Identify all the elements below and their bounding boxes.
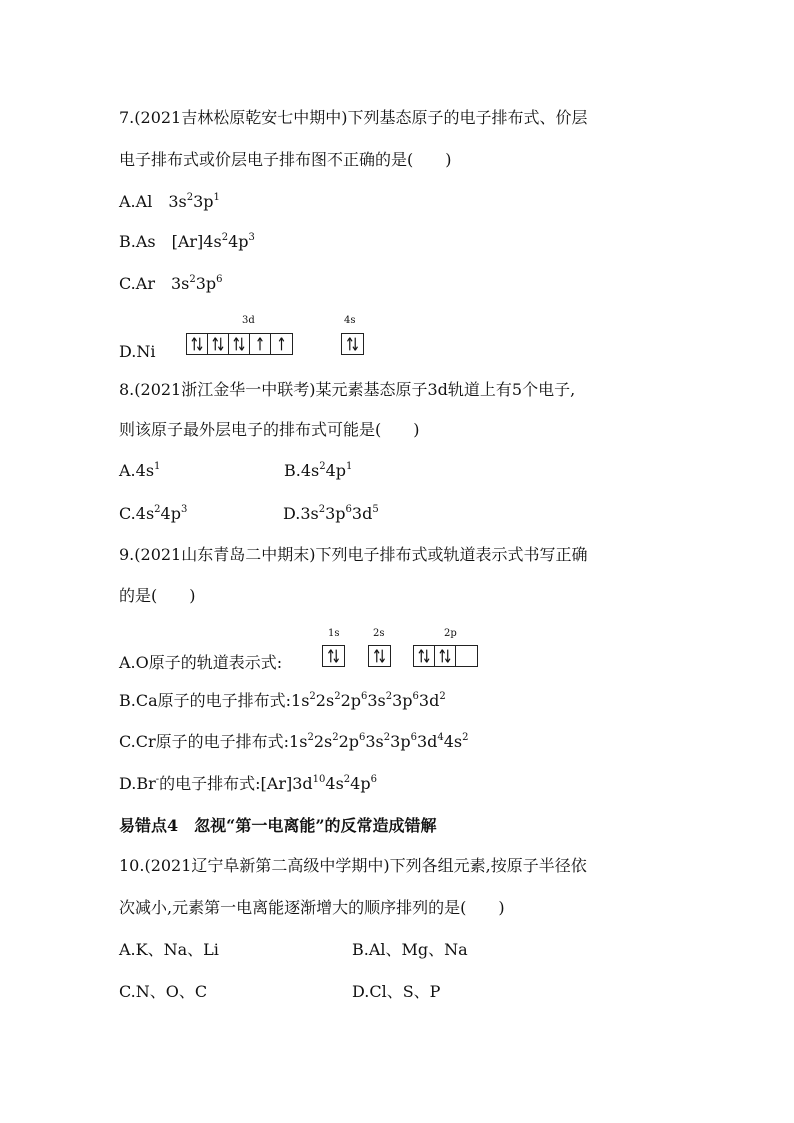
q8-c-text: C.4s <box>119 504 155 523</box>
q8-a-sup1: 1 <box>154 461 161 472</box>
electron-arrow-icon <box>414 646 434 666</box>
q9-c-text: 3d <box>416 732 438 751</box>
q7-d-orbital-4s <box>341 333 364 355</box>
q8-b-sup1: 2 <box>319 461 326 472</box>
q7-option-c <box>119 273 223 295</box>
q7-stem-line2: 电子排布式或价层电子排布图不正确的是( ) <box>119 150 452 169</box>
q8-c-sup2: 3 <box>180 504 188 515</box>
q9-d-sup: 2 <box>343 774 351 785</box>
q9-a-orbital-1s <box>322 645 345 667</box>
q10-option-b: B.Al、Mg、Na <box>352 940 468 959</box>
q7-a-text2: 3p <box>193 192 214 211</box>
q8-d-sup2: 6 <box>345 504 352 515</box>
q7-a-sup1: 2 <box>186 192 194 203</box>
orbital-box-up <box>250 334 271 354</box>
q9-c-sup: 2 <box>332 732 339 743</box>
q8-b-sup2: 1 <box>346 461 353 472</box>
q9-d-text: 4s <box>325 774 344 793</box>
q8-d-text3: 3d <box>351 504 373 523</box>
q7-c-text: C.Ar 3s <box>119 274 190 293</box>
q7-d-label-4s: 4s <box>344 315 356 326</box>
orbital-box-empty <box>456 646 477 666</box>
q7-b-sup2: 3 <box>248 232 255 243</box>
q10-stem-line2: 次减小,元素第一电离能逐渐增大的顺序排列的是( ) <box>119 898 505 917</box>
electron-arrow-icon <box>435 646 455 666</box>
q8-a-text: A.4s <box>119 461 155 480</box>
q9-d-text: 的电子排布式:[Ar]3d <box>159 774 313 793</box>
q9-stem-line1: 9.(2021山东青岛二中期末)下列电子排布式或轨道表示式书写正确 <box>119 545 588 564</box>
q8-c-sup1: 2 <box>154 504 161 515</box>
orbital-box-up-down <box>369 646 390 666</box>
q9-c-sup: 2 <box>383 732 391 743</box>
q9-b-sup: 2 <box>309 691 316 702</box>
q9-d-text: D.Br <box>119 774 156 793</box>
q9-b-text: 2p <box>340 691 361 710</box>
q8-stem-line1: 8.(2021浙江金华一中联考)某元素基态原子3d轨道上有5个电子, <box>119 380 576 399</box>
q8-option-d <box>283 503 379 525</box>
q10-option-a: A.K、Na、Li <box>119 940 219 959</box>
q8-b-text: B.4s <box>284 461 320 480</box>
q8-d-sup1: 2 <box>318 504 326 515</box>
q8-c-text2: 4p <box>160 504 181 523</box>
q7-stem-line1: 7.(2021吉林松原乾安七中期中)下列基态原子的电子排布式、价层 <box>119 108 588 127</box>
q9-a-orbital-2s <box>368 645 391 667</box>
q9-b-sup: 2 <box>439 691 446 702</box>
electron-arrow-icon <box>342 334 363 354</box>
q10-stem-line1: 10.(2021辽宁阜新第二高级中学期中)下列各组元素,按原子半径依 <box>119 856 587 875</box>
electron-arrow-icon <box>187 334 207 354</box>
q9-option-d <box>119 773 377 795</box>
q9-c-text: 2s <box>313 732 333 751</box>
q7-option-a <box>119 191 220 213</box>
q9-c-sup: 6 <box>359 732 366 743</box>
q9-b-sup: 6 <box>360 691 368 702</box>
q9-b-text: 2s <box>315 691 335 710</box>
q9-d-text: 4p <box>350 774 371 793</box>
orbital-box-up-down <box>435 646 456 666</box>
q9-b-sup: 2 <box>334 691 341 702</box>
q7-c-text2: 3p <box>195 274 217 293</box>
q9-d-sup: 6 <box>370 774 377 785</box>
q9-c-sup: 4 <box>437 732 444 743</box>
q8-option-a <box>119 460 160 482</box>
q9-a-label-1s: 1s <box>328 628 340 639</box>
q9-c-text: 2p <box>338 732 359 751</box>
q9-c-text: 3s <box>365 732 384 751</box>
q8-b-text2: 4p <box>325 461 347 480</box>
q7-b-sup1: 2 <box>221 232 229 243</box>
q9-option-b <box>119 690 446 712</box>
section-heading: 易错点4 忽视“第一电离能”的反常造成错解 <box>119 816 437 835</box>
q8-d-text2: 3p <box>325 504 346 523</box>
q10-option-d: D.Cl、S、P <box>352 982 441 1001</box>
orbital-box-up-down <box>342 334 363 354</box>
q8-option-b <box>284 460 352 482</box>
q9-c-text: 3p <box>390 732 411 751</box>
q7-b-text2: 4p <box>228 232 249 251</box>
q9-b-text: B.Ca原子的电子排布式:1s <box>119 691 310 710</box>
electron-arrow-icon <box>229 334 249 354</box>
q7-c-sup2: 6 <box>216 274 223 285</box>
q9-b-text: 3d <box>418 691 440 710</box>
orbital-box-up-down <box>323 646 344 666</box>
orbital-box-up-down <box>229 334 250 354</box>
empty-orbital-icon <box>456 646 477 666</box>
orbital-box-up-down <box>187 334 208 354</box>
q9-a-label-2p: 2p <box>444 628 457 639</box>
q9-b-sup: 2 <box>385 691 393 702</box>
electron-arrow-icon <box>323 646 344 666</box>
orbital-box-up <box>271 334 292 354</box>
q9-c-text: 4s <box>443 732 463 751</box>
orbital-box-up-down <box>208 334 229 354</box>
electron-arrow-icon <box>208 334 228 354</box>
q9-c-sup: 6 <box>410 732 417 743</box>
orbital-box-up-down <box>414 646 435 666</box>
electron-arrow-icon <box>250 334 270 354</box>
q9-a-orbital-2p <box>413 645 478 667</box>
q8-d-text: D.3s <box>283 504 319 523</box>
q9-d-sup: - <box>155 774 160 785</box>
q9-a-label-2s: 2s <box>373 628 385 639</box>
q7-d-orbital-3d <box>186 333 293 355</box>
q9-c-sup: 2 <box>462 732 469 743</box>
q9-d-sup: 10 <box>312 774 326 785</box>
q7-option-b <box>119 231 255 253</box>
q7-b-text: B.As [Ar]4s <box>119 232 222 251</box>
q9-c-sup: 2 <box>307 732 314 743</box>
q7-a-sup2: 1 <box>213 192 220 203</box>
q9-b-text: 3s <box>367 691 386 710</box>
electron-arrow-icon <box>271 334 292 354</box>
q8-option-c <box>119 503 187 525</box>
q9-b-text: 3p <box>392 691 413 710</box>
q7-option-d: D.Ni <box>119 342 156 361</box>
q7-a-text: A.Al 3s <box>119 192 187 211</box>
q9-option-a: A.O原子的轨道表示式: <box>119 653 283 672</box>
q10-option-c: C.N、O、C <box>119 982 208 1001</box>
q8-stem-line2: 则该原子最外层电子的排布式可能是( ) <box>119 420 420 439</box>
q9-stem-line2: 的是( ) <box>119 586 196 605</box>
q7-c-sup1: 2 <box>189 274 196 285</box>
electron-arrow-icon <box>369 646 390 666</box>
q7-d-label-3d: 3d <box>242 315 255 326</box>
q8-d-sup3: 5 <box>372 504 379 515</box>
q9-c-text: C.Cr原子的电子排布式:1s <box>119 732 308 751</box>
q9-option-c <box>119 731 469 753</box>
q9-b-sup: 6 <box>412 691 419 702</box>
